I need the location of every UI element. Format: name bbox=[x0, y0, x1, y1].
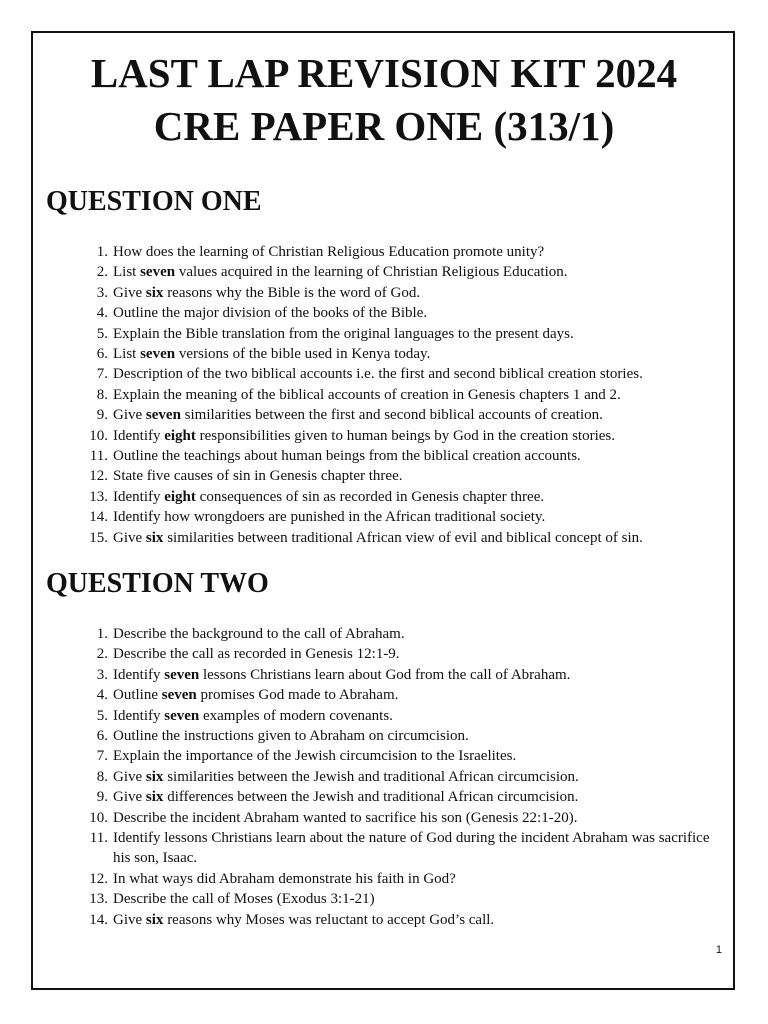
question-item bbox=[80, 685, 720, 705]
question-text-part: reasons why the Bible is the word of God. bbox=[163, 284, 421, 301]
question-text-part: Give bbox=[113, 768, 146, 785]
question-number: 4. bbox=[96, 305, 108, 322]
question-text bbox=[113, 305, 427, 321]
question-number: 13. bbox=[89, 891, 108, 908]
question-text-part: differences between the Jewish and traditional African circumcision. bbox=[163, 789, 579, 806]
question-text-part: values acquired in the learning of Christian Religious Education. bbox=[175, 264, 568, 281]
question-item bbox=[80, 665, 720, 685]
question-number: 10. bbox=[89, 427, 108, 444]
question-text bbox=[113, 489, 544, 505]
question-text-part: Give bbox=[113, 911, 146, 928]
question-text-part: consequences of sin as recorded in Genesis chapter three. bbox=[195, 488, 545, 505]
question-text-part: Describe the call of Moses (Exodus 3:1-21) bbox=[113, 891, 375, 908]
question-item bbox=[80, 746, 720, 766]
question-text-part: examples of modern covenants. bbox=[199, 707, 393, 724]
question-number: 12. bbox=[89, 468, 108, 485]
question-text-part: Explain the meaning of the biblical accounts of creation in Genesis chapters 1 and 2. bbox=[113, 386, 621, 403]
question-text-part: responsibilities given to human beings by God in the creation stories. bbox=[195, 427, 616, 444]
emphasized-count: six bbox=[145, 789, 164, 806]
question-item bbox=[80, 624, 720, 644]
question-item bbox=[80, 706, 720, 726]
question-text-part: Identify bbox=[113, 666, 165, 683]
question-text-part: Outline the instructions given to Abraham on circumcision. bbox=[113, 728, 469, 745]
emphasized-count: seven bbox=[140, 346, 176, 363]
section-heading-question-one: QUESTION ONE bbox=[46, 186, 262, 217]
question-text-part: versions of the bible used in Kenya today. bbox=[175, 346, 431, 363]
question-text-part: similarities between the first and second biblical accounts of creation. bbox=[180, 407, 603, 424]
question-number: 6. bbox=[96, 728, 108, 745]
question-number: 11. bbox=[89, 448, 108, 465]
question-text bbox=[113, 810, 577, 826]
question-number: 11. bbox=[89, 830, 108, 847]
document-title-line-1: LAST LAP REVISION KIT 2024 bbox=[90, 50, 678, 96]
question-item bbox=[80, 889, 720, 909]
question-item bbox=[80, 242, 720, 262]
question-text-part: How does the learning of Christian Religious Education promote unity? bbox=[113, 244, 545, 260]
question-text-part: Give bbox=[113, 529, 146, 546]
emphasized-count: eight bbox=[164, 488, 196, 505]
emphasized-count: eight bbox=[164, 427, 196, 444]
question-number: 10. bbox=[89, 809, 108, 826]
question-number: 2. bbox=[96, 264, 108, 281]
question-item bbox=[80, 726, 720, 746]
question-number: 9. bbox=[96, 789, 108, 806]
question-text bbox=[113, 748, 516, 764]
question-item bbox=[80, 787, 720, 807]
question-text-part: Describe the incident Abraham wanted to sacrifice his son (Genesis 22:1-20). bbox=[113, 809, 578, 826]
section-heading-question-two: QUESTION TWO bbox=[46, 568, 269, 599]
question-text-part: reasons why Moses was reluctant to accept God’s call. bbox=[163, 911, 495, 928]
question-text-part: Outline the major division of the books of the Bible. bbox=[113, 305, 428, 322]
question-item bbox=[80, 344, 720, 364]
emphasized-count: six bbox=[145, 768, 164, 785]
question-text-part: Describe the background to the call of Abraham. bbox=[113, 626, 405, 642]
question-text bbox=[113, 448, 581, 464]
question-text bbox=[113, 346, 430, 362]
question-text bbox=[113, 708, 393, 724]
emphasized-count: seven bbox=[161, 687, 197, 704]
question-number: 4. bbox=[96, 687, 108, 704]
question-item bbox=[80, 385, 720, 405]
question-text-part: promises God made to Abraham. bbox=[196, 687, 399, 704]
question-number: 7. bbox=[96, 366, 108, 383]
question-item bbox=[80, 446, 720, 466]
question-number: 3. bbox=[96, 666, 108, 683]
question-text bbox=[113, 428, 615, 444]
question-item bbox=[80, 808, 720, 828]
question-text-part: similarities between traditional African view of evil and biblical concept of sin. bbox=[163, 529, 643, 546]
question-item bbox=[80, 466, 720, 486]
question-text bbox=[113, 285, 420, 301]
emphasized-count: six bbox=[145, 911, 164, 928]
question-text-part: Explain the Bible translation from the original languages to the present days. bbox=[113, 325, 574, 342]
question-number: 5. bbox=[96, 707, 108, 724]
question-item bbox=[80, 528, 720, 548]
question-number: 8. bbox=[96, 768, 108, 785]
question-number: 1. bbox=[96, 244, 108, 260]
question-item bbox=[80, 828, 720, 869]
question-item bbox=[80, 283, 720, 303]
question-item bbox=[80, 910, 720, 930]
question-number: 7. bbox=[96, 748, 108, 765]
question-item bbox=[80, 324, 720, 344]
emphasized-count: six bbox=[145, 284, 164, 301]
question-text-part: Outline bbox=[113, 687, 162, 704]
question-text-part: Identify lessons Christians learn about the nature of God during the incident Abraham was sacrifice his son, Isaac. bbox=[113, 830, 710, 867]
emphasized-count: six bbox=[145, 529, 164, 546]
question-two-list bbox=[80, 624, 720, 930]
question-text bbox=[113, 728, 469, 744]
question-text bbox=[113, 407, 603, 423]
question-number: 1. bbox=[96, 626, 108, 642]
emphasized-count: seven bbox=[164, 666, 200, 683]
emphasized-count: seven bbox=[145, 407, 181, 424]
question-number: 14. bbox=[89, 509, 108, 526]
question-text bbox=[113, 468, 402, 484]
question-number: 2. bbox=[96, 646, 108, 663]
question-text bbox=[113, 366, 643, 382]
question-item bbox=[80, 487, 720, 507]
emphasized-count: seven bbox=[140, 264, 176, 281]
question-number: 3. bbox=[96, 284, 108, 301]
question-text bbox=[113, 626, 405, 642]
question-text-part: Describe the call as recorded in Genesis 12:1-9. bbox=[113, 646, 400, 663]
question-text bbox=[113, 326, 574, 342]
question-text bbox=[113, 769, 579, 785]
question-text-part: Identify bbox=[113, 707, 165, 724]
question-item bbox=[80, 767, 720, 787]
question-item bbox=[80, 426, 720, 446]
question-text bbox=[113, 509, 545, 525]
question-text bbox=[113, 789, 578, 805]
question-text bbox=[113, 912, 494, 928]
question-one-list bbox=[80, 242, 720, 548]
question-text-part: Identify bbox=[113, 488, 165, 505]
question-text-part: Give bbox=[113, 284, 146, 301]
question-item bbox=[80, 644, 720, 664]
question-text-part: List bbox=[113, 346, 141, 363]
question-text-part: lessons Christians learn about God from the call of Abraham. bbox=[199, 666, 571, 683]
question-number: 6. bbox=[96, 346, 108, 363]
document-title-line-2: CRE PAPER ONE (313/1) bbox=[153, 103, 615, 149]
question-text-part: Give bbox=[113, 407, 146, 424]
question-text bbox=[113, 264, 568, 280]
question-number: 13. bbox=[89, 488, 108, 505]
question-text-part: Identify bbox=[113, 427, 165, 444]
question-text-part: similarities between the Jewish and traditional African circumcision. bbox=[163, 768, 579, 785]
question-text bbox=[113, 244, 544, 260]
question-text bbox=[113, 891, 375, 907]
question-number: 15. bbox=[89, 529, 108, 546]
question-text bbox=[113, 687, 398, 703]
emphasized-count: seven bbox=[164, 707, 200, 724]
question-text bbox=[113, 530, 643, 546]
question-number: 5. bbox=[96, 325, 108, 342]
question-text-part: Description of the two biblical accounts i.e. the first and second biblical creation stories. bbox=[113, 366, 643, 383]
page-number: 1 bbox=[715, 944, 722, 956]
question-item bbox=[80, 364, 720, 384]
question-number: 14. bbox=[89, 911, 108, 928]
question-text bbox=[113, 387, 621, 403]
question-text-part: State five causes of sin in Genesis chapter three. bbox=[113, 468, 403, 485]
question-number: 8. bbox=[96, 386, 108, 403]
question-text-part: Explain the importance of the Jewish circumcision to the Israelites. bbox=[113, 748, 517, 765]
question-text bbox=[113, 871, 456, 887]
question-item bbox=[80, 405, 720, 425]
question-text-part: In what ways did Abraham demonstrate his faith in God? bbox=[113, 870, 456, 887]
question-number: 12. bbox=[89, 870, 108, 887]
question-item bbox=[80, 507, 720, 527]
question-text bbox=[113, 646, 400, 662]
question-text-part: List bbox=[113, 264, 141, 281]
question-item bbox=[80, 303, 720, 323]
question-text-part: Identify how wrongdoers are punished in the African traditional society. bbox=[113, 509, 546, 526]
question-text bbox=[113, 830, 710, 866]
question-item bbox=[80, 869, 720, 889]
question-text-part: Outline the teachings about human beings from the biblical creation accounts. bbox=[113, 448, 581, 465]
question-text bbox=[113, 667, 570, 683]
question-number: 9. bbox=[96, 407, 108, 424]
question-text-part: Give bbox=[113, 789, 146, 806]
question-item bbox=[80, 262, 720, 282]
